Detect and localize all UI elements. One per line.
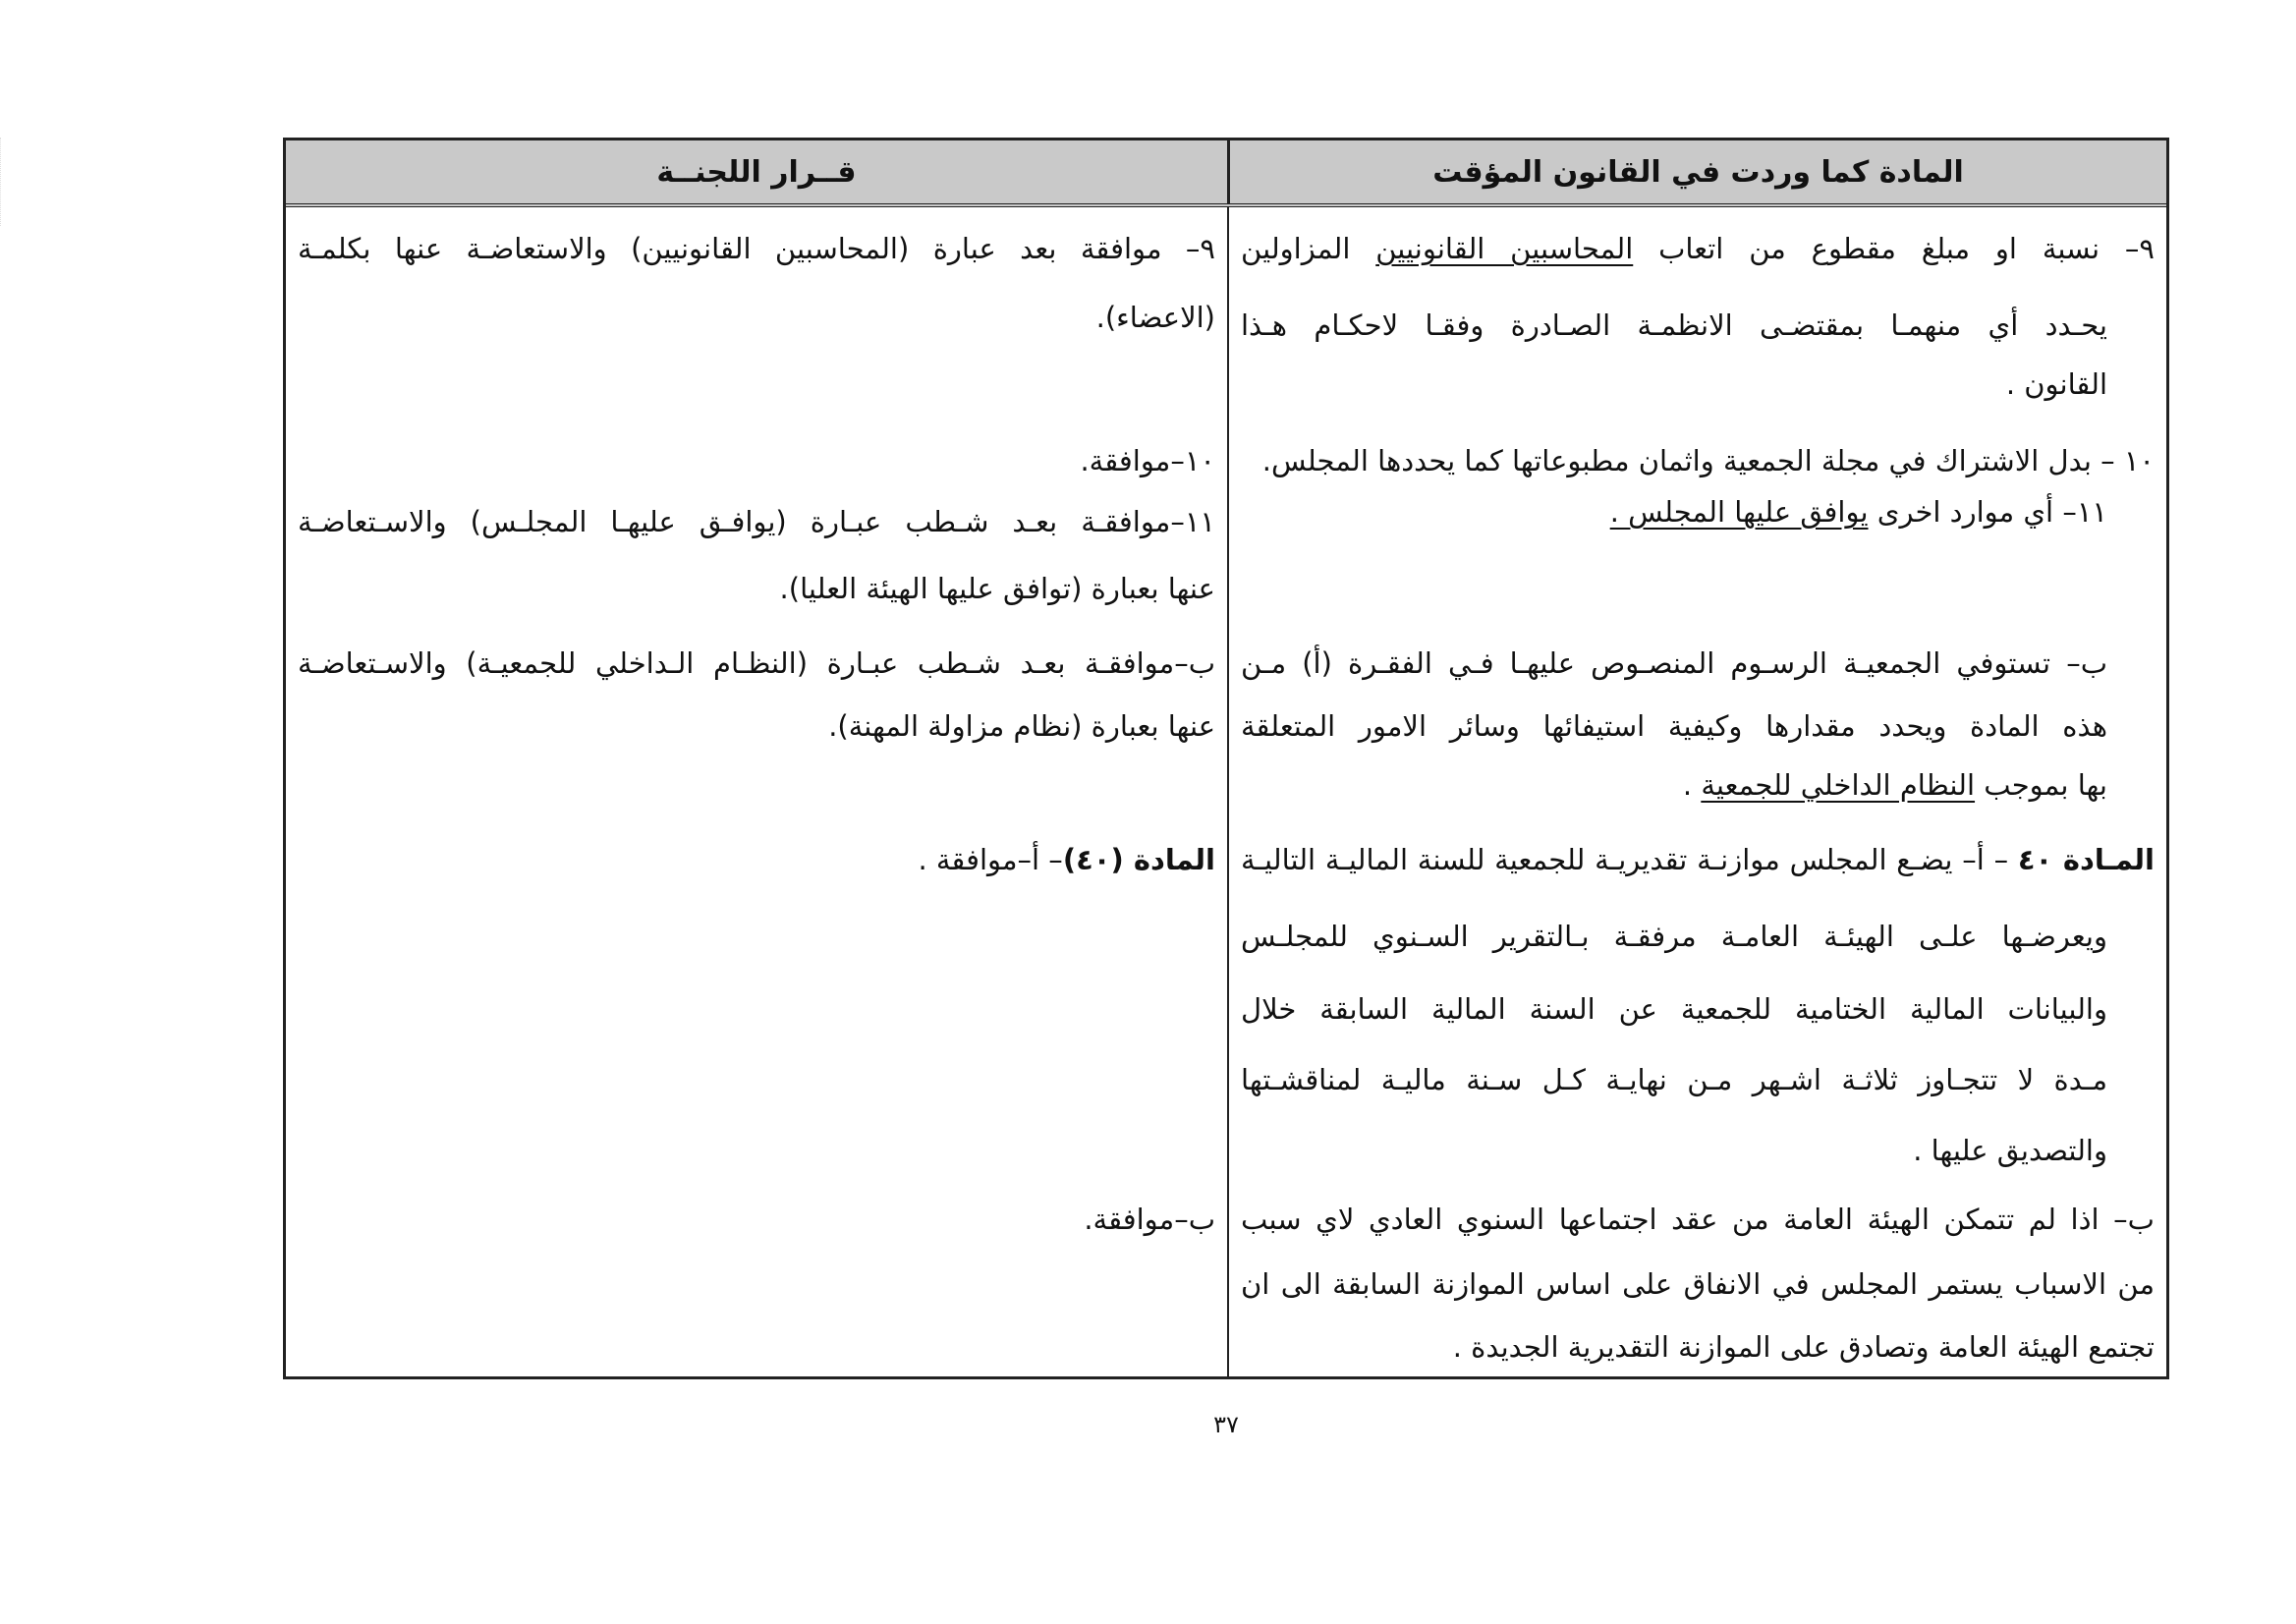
decision-40b-line: ب–موافقة. (1084, 1203, 1215, 1236)
text-segment: – أ– يضـع المجلس موازنـة تقديريـة للجمعية للسنة الماليـة التاليـة (1241, 843, 2018, 876)
decision-b-line-1: ب–موافقـة بعـد شـطب عبـارة (النظـام الـداخلي للجمعيـة) والاسـتعاضـة (298, 646, 1215, 680)
article-40-line-5: والتصديق عليها . (1913, 1134, 2107, 1167)
text-segment: – أ–موافقة . (918, 843, 1063, 876)
article-40-line-4: مـدة لا تتجـاوز ثلاثـة اشـهر مـن نهايـة كـل سـنة ماليـة لمناقشـتها (1241, 1063, 2107, 1096)
text-segment: ١١– أي موارد اخرى (1868, 495, 2107, 529)
article-40-line-1 (1241, 840, 2155, 879)
decision-40-line (298, 840, 1215, 879)
header-original-article: المادة كما وردت في القانون المؤقت (1227, 140, 2166, 203)
article-40-line-3: والبيانات المالية الختامية للجمعية عن السنة المالية السابقة خلال (1241, 992, 2107, 1026)
scan-margin-artifact (0, 138, 40, 226)
article-10-line: ١٠ – بدل الاشتراك في مجلة الجمعية واثمان مطبوعاتها كما يحددها المجلس. (1261, 444, 2155, 477)
table-body-row (286, 207, 2166, 1376)
decision-b-line-2: عنها بعبارة (نظام مزاولة المهنة). (828, 709, 1215, 743)
original-article-column (1227, 207, 2166, 1376)
underlined-term: المحاسبين القانونيين (1375, 232, 1634, 265)
text-segment: بها بموجب (1975, 768, 2107, 802)
decision-9-line-1: ٩– موافقة بعد عبارة (المحاسبين القانونيين) والاستعاضـة عنها بكلمـة (298, 232, 1215, 265)
article-11-line (1241, 492, 2107, 532)
article-b-line-1: ب– تستوفي الجمعيـة الرسـوم المنصـوص عليهـا فـي الفقـرة (أ) مـن (1241, 646, 2107, 680)
decision-11-line-2: عنها بعبارة (توافق عليها الهيئة العليا). (779, 572, 1215, 605)
committee-decision-column (286, 207, 1227, 1376)
decision-11-line-1: ١١–موافقـة بعـد شـطب عبـارة (يوافـق عليهـا المجلـس) والاسـتعاضـة (298, 505, 1215, 538)
article-b-line-3 (1241, 765, 2107, 805)
comparison-table (283, 138, 2169, 1379)
decision-10-line: ١٠–موافقة. (1080, 444, 1215, 477)
table-header-row (286, 140, 2166, 207)
decision-9-line-2: (الاعضاء). (1095, 301, 1215, 334)
article-9-line-3: القانون . (2005, 367, 2107, 401)
article-number: المادة (٤٠) (1062, 843, 1215, 876)
article-40-line-2: ويعرضـها علـى الهيئـة العامـة مرفقـة بـالتقرير السـنوي للمجلـس (1241, 920, 2107, 953)
header-committee-decision: قــرار اللجنــة (656, 154, 857, 190)
underlined-term: النظام الداخلي للجمعية (1701, 768, 1976, 802)
article-b-line-2: هذه المادة ويحدد مقدارها وكيفية استيفائها وسائر الامور المتعلقة (1241, 709, 2107, 743)
article-40b-line-1: ب– اذا لم تتمكن الهيئة العامة من عقد اجتماعها السنوي العادي لاي سبب (1241, 1203, 2155, 1236)
text-segment: المزاولين (1241, 232, 1376, 265)
text-segment: ٩– نسبة او مبلغ مقطوع من اتعاب (1633, 232, 2155, 265)
article-40b-line-2: من الاسباب يستمر المجلس في الانفاق على اساس الموازنة السابقة الى ان (1241, 1267, 2155, 1301)
page-number: ٣٧ (1213, 1411, 1239, 1438)
text-segment: . (1682, 768, 1702, 802)
article-number: المـادة ٤٠ (2017, 843, 2155, 876)
article-9-line-2: يحـدد أي منهمـا بمقتضـى الانظمـة الصـادرة وفقـا لاحكـام هـذا (1241, 308, 2107, 342)
article-9-line-1 (1241, 229, 2155, 268)
underlined-term: يوافق عليها المجلس . (1609, 495, 1869, 529)
article-40b-line-3: تجتمع الهيئة العامة وتصادق على الموازنة التقديرية الجديدة . (1452, 1330, 2155, 1364)
